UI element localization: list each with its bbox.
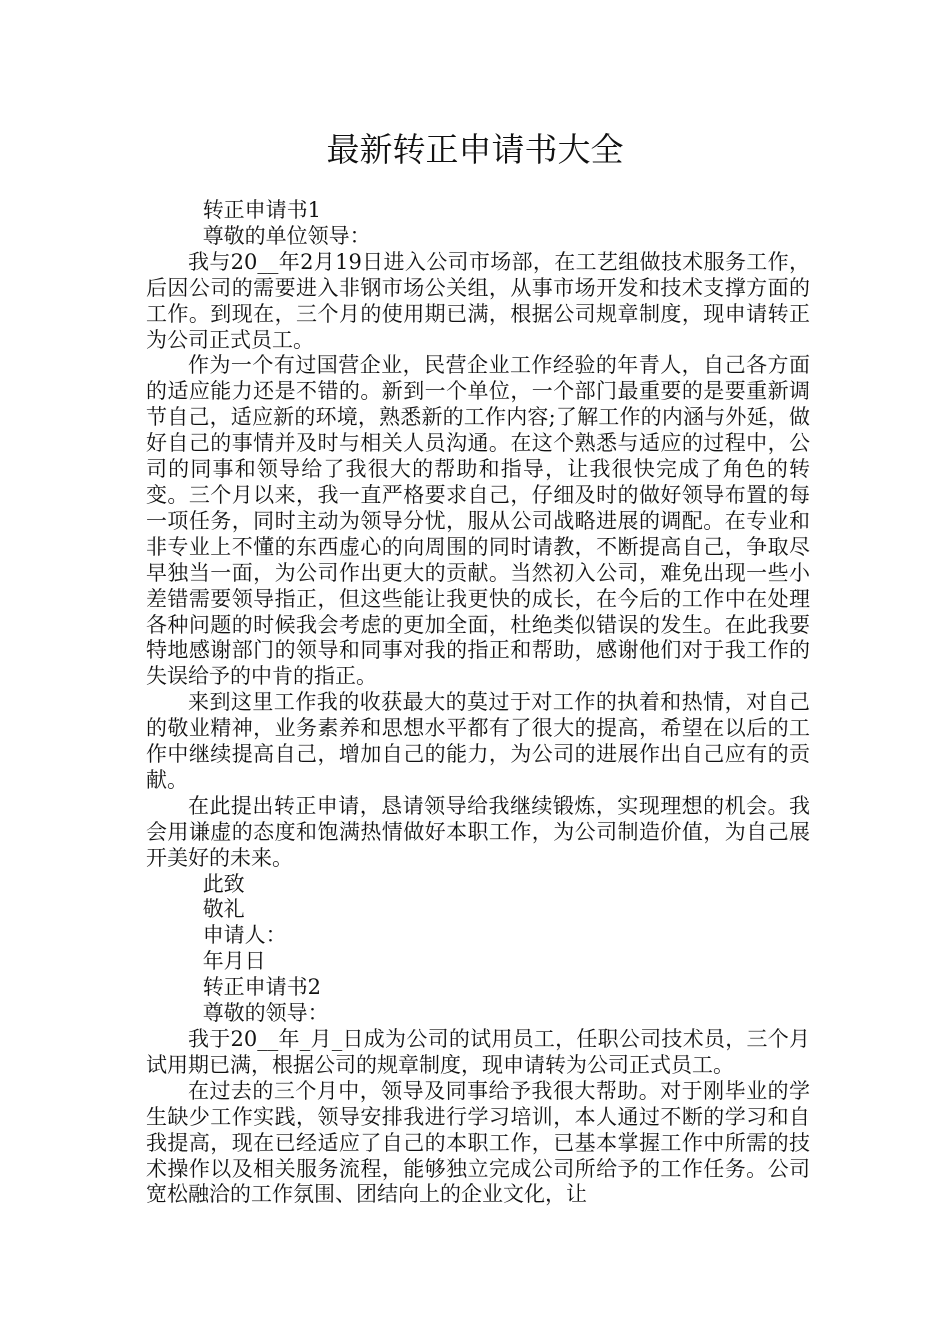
salutation-2: 尊敬的领导：	[202, 1001, 329, 1026]
paragraph: 在过去的三个月中，领导及同事给予我很大帮助。对于刚毕业的学生缺少工作实践，领导安排我进行学习培训，本人通过不断的学习和自我提高，现在已经适应了自己的本职工作，已基本掌握工作中所需的技术操作以及相关服务流程，能够独立完成公司所给予的工作任务。公司宽松融洽的工作氛围、团结向上的企业文化，让	[146, 1078, 810, 1207]
salutation-1: 尊敬的单位领导：	[202, 223, 371, 248]
document-body	[146, 198, 810, 1208]
paragraph: 我与20__年2月19日进入公司市场部，在工艺组做技术服务工作，后因公司的需要进入非钢市场公关组，从事市场开发和技术支撑方面的工作。到现在，三个月的使用期已满，根据公司规章制度，现申请转正为公司正式员工。	[146, 249, 810, 352]
section-heading-1: 转正申请书1	[202, 198, 322, 222]
signature-line: 申请人：	[202, 923, 287, 948]
paragraph: 在此提出转正申请，恳请领导给我继续锻炼，实现理想的机会。我会用谦虚的态度和饱满热情做好本职工作，为公司制造价值，为自己展开美好的未来。	[146, 793, 810, 870]
paragraph: 作为一个有过国营企业，民营企业工作经验的年青人，自己各方面的适应能力还是不错的。新到一个单位，一个部门最重要的是要重新调节自己，适应新的环境，熟悉新的工作内容;了解工作的内涵与外延，做好自己的事情并及时与相关人员沟通。在这个熟悉与适应的过程中，公司的同事和领导给了我很大的帮助和指导，让我很快完成了角色的转变。三个月以来，我一直严格要求自己，仔细及时的做好领导布置的每一项任务，同时主动为领导分忧，服从公司战略进展的调配。在专业和非专业上不懂的东西虚心的向周围的同时请教，不断提高自己，争取尽早独当一面，为公司作出更大的贡献。当然初入公司，难免出现一些小差错需要领导指正，但这些能让我更快的成长，在今后的工作中在处理各种问题的时候我会考虑的更加全面，杜绝类似错误的发生。在此我要特地感谢部门的领导和同事对我的指正和帮助，感谢他们对于我工作的失误给予的中肯的指正。	[146, 353, 810, 689]
closing-line: 此致	[202, 871, 245, 896]
paragraph: 来到这里工作我的收获最大的莫过于对工作的执着和热情，对自己的敬业精神，业务素养和思想水平都有了很大的提高，希望在以后的工作中继续提高自己，增加自己的能力，为公司的进展作出自己应有的贡献。	[146, 690, 810, 792]
document-title: 最新转正申请书大全	[326, 130, 624, 169]
date-line: 年月日	[202, 949, 266, 974]
paragraph: 我于20__年_月_日成为公司的试用员工，任职公司技术员，三个月试用期已满，根据公司的规章制度，现申请转为公司正式员工。	[146, 1027, 810, 1077]
section-heading-2: 转正申请书2	[202, 975, 322, 1000]
closing-line: 敬礼	[202, 897, 245, 922]
